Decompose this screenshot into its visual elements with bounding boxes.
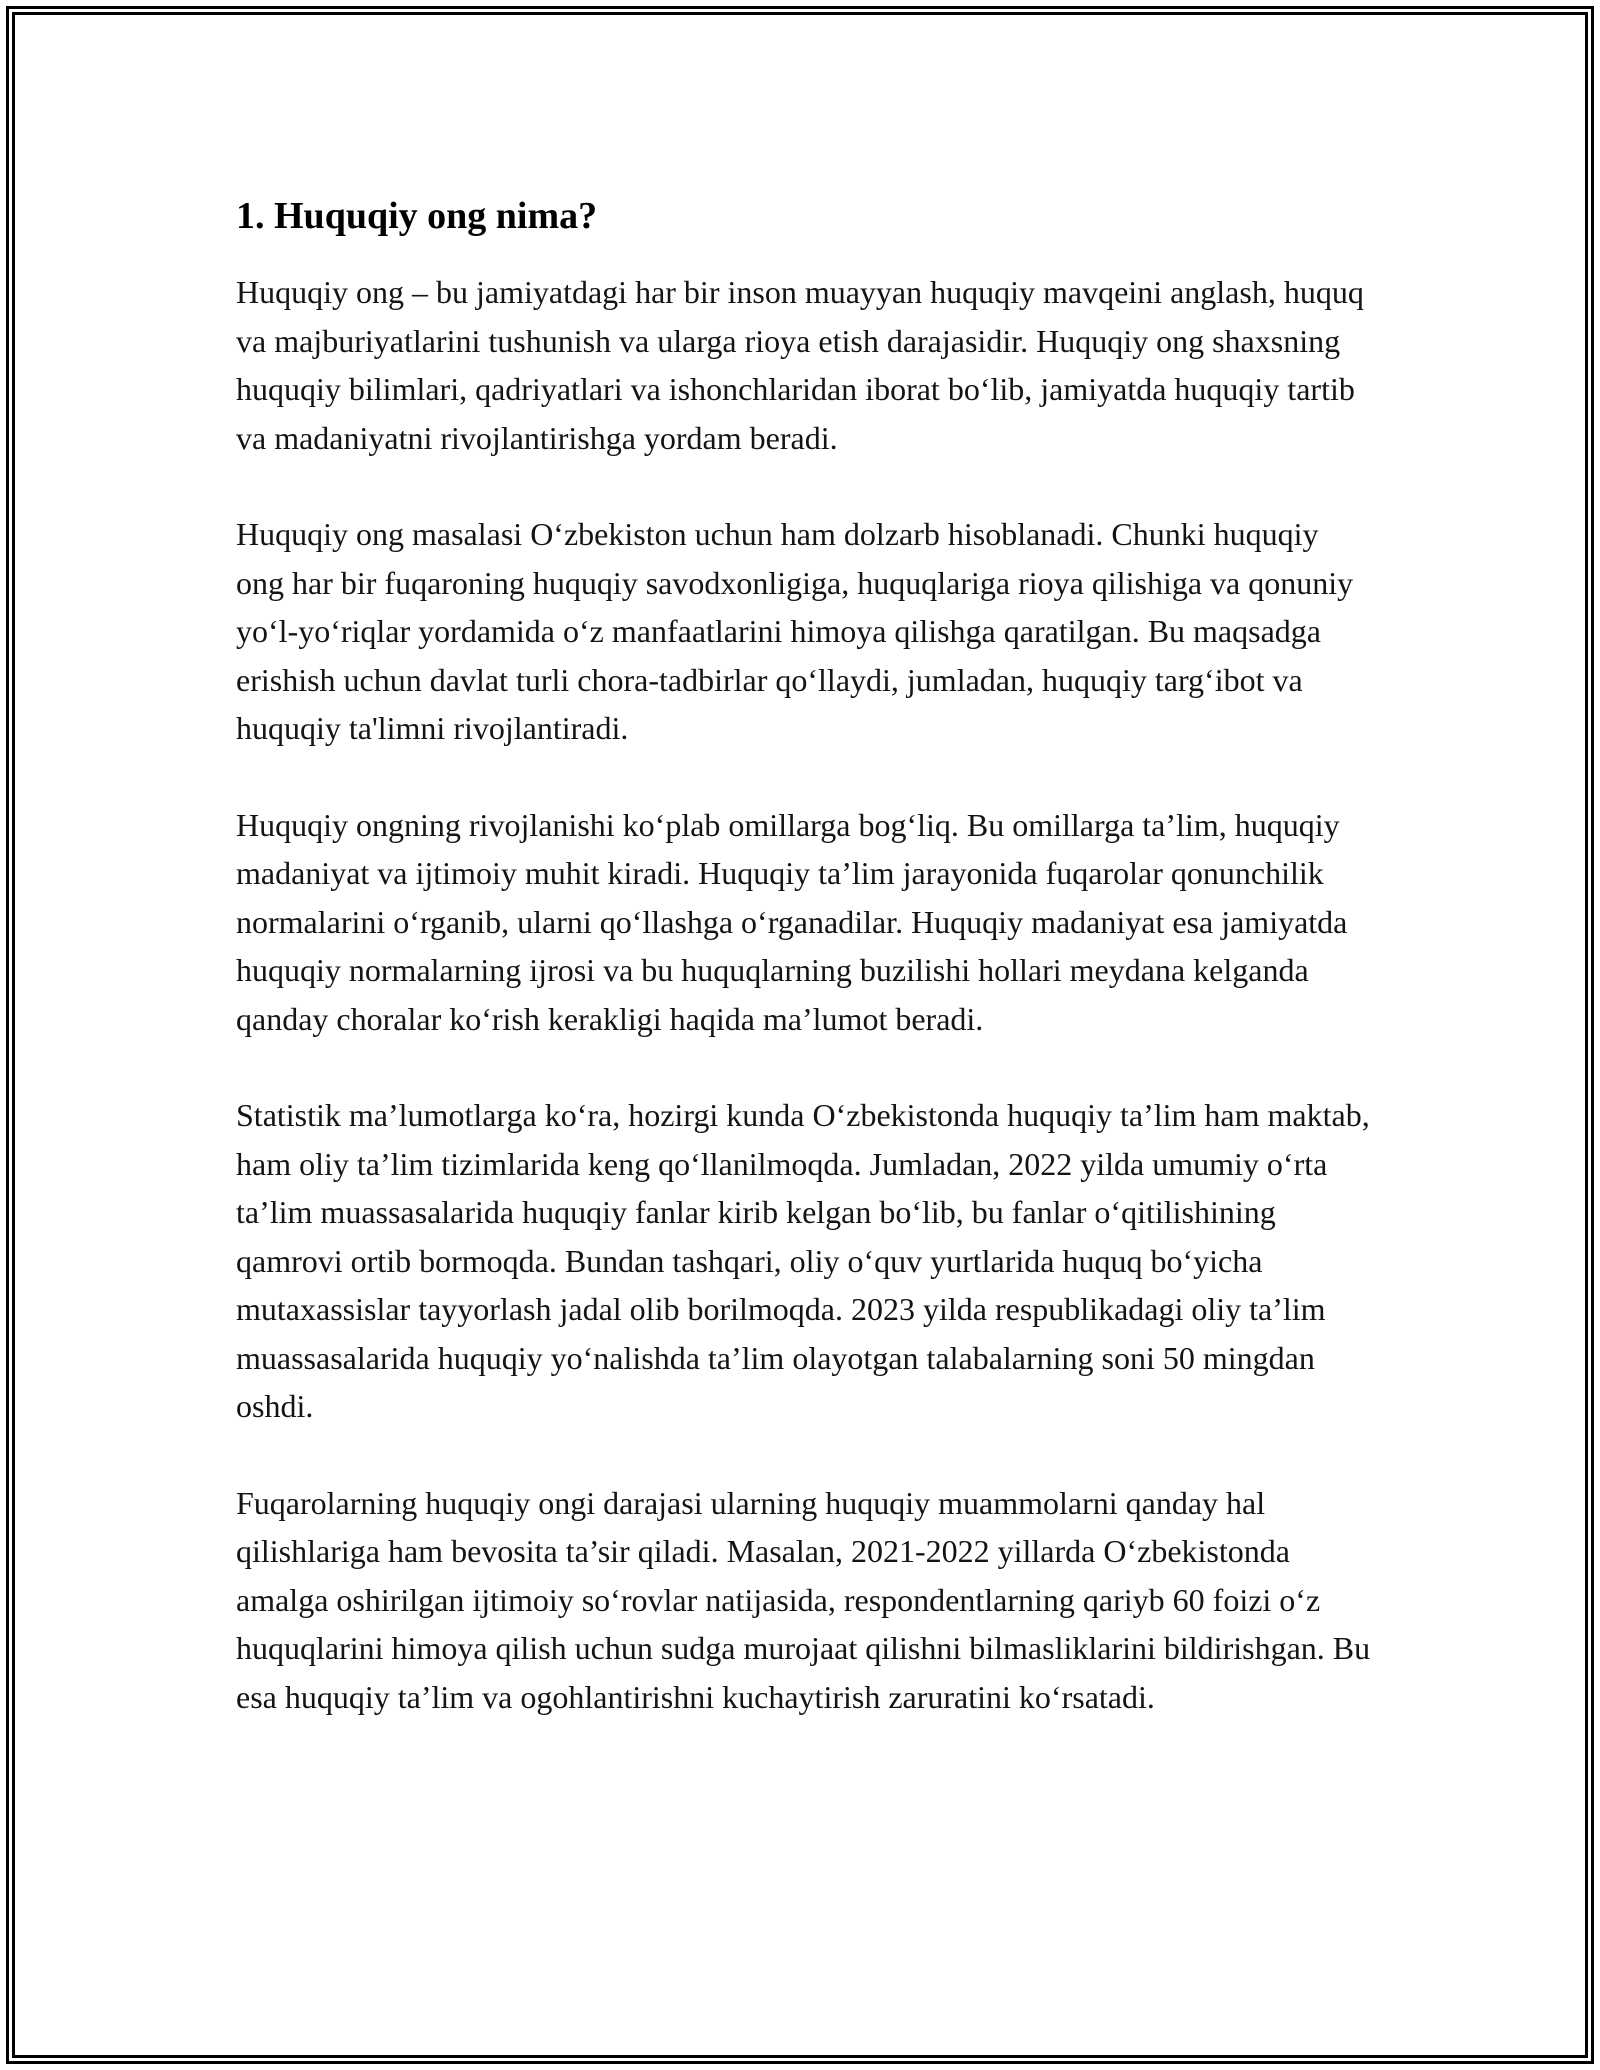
paragraph-statistics: Statistik ma’lumotlarga ko‘ra, hozirgi kunda O‘zbekistonda huquqiy ta’lim ham maktab, ham oliy ta’lim tizimlarida keng qo‘llanilmoqda. Jumladan, 2022 yilda umumiy o‘rta ta’lim muassasalarida huquqiy fanlar kirib kelgan bo‘lib, bu fanlar o‘qitilishining qamrovi ortib bormoqda. Bundan tashqari, oliy o‘quv yurtlarida huquq bo‘yicha mutaxassislar tayyorlash jadal olib borilmoqda. 2023 yilda respublikadagi oliy ta’lim muassasalarida huquqiy yo‘nalishda ta’lim olayotgan talabalarning soni 50 mingdan oshdi.: [236, 1097, 1370, 1424]
paragraph-relevance: Huquqiy ong masalasi O‘zbekiston uchun ham dolzarb hisoblanadi. Chunki huquqiy ong har bir fuqaroning huquqiy savodxonligiga, huquqlariga rioya qilishiga va qonuniy yo‘l-yo‘riqlar yordamida o‘z manfaatlarini himoya qilishga qaratilgan. Bu maqsadga erishish uchun davlat turli chora-tadbirlar qo‘llaydi, jumladan, huquqiy targ‘ibot va huquqiy ta'limni rivojlantiradi.: [236, 516, 1354, 746]
paragraph-factors: Huquqiy ongning rivojlanishi ko‘plab omillarga bog‘liq. Bu omillarga ta’lim, huquqiy madaniyat va ijtimoiy muhit kiradi. Huquqiy ta’lim jarayonida fuqarolar qonunchilik normalarini o‘rganib, ularni qo‘llashga o‘rganadilar. Huquqiy madaniyat esa jamiyatda huquqiy normalarning ijrosi va bu huquqlarning buzilishi hollari meydana kelganda qanday choralar ko‘rish kerakligi haqida ma’lumot beradi.: [236, 806, 1348, 1037]
paragraph-survey: Fuqarolarning huquqiy ongi darajasi ularning huquqiy muammolarni qanday hal qilishlariga ham bevosita ta’sir qiladi. Masalan, 2021-2022 yillarda O‘zbekistonda amalga oshirilgan ijtimoiy so‘rovlar natijasida, respondentlarning qariyb 60 foizi o‘z huquqlarini himoya qilish uchun sudga murojaat qilishni bilmasliklarini bildirishgan. Bu esa huquqiy ta’lim va ogohlantirishni kuchaytirish zaruratini ko‘rsatadi.: [236, 1484, 1371, 1715]
document-body: [236, 188, 1371, 1769]
paragraph-definition: Huquqiy ong – bu jamiyatdagi har bir inson muayyan huquqiy mavqeini anglash, huquq va majburiyatlarini tushunish va ularga rioya etish darajasidir. Huquqiy ong shaxsning huquqiy bilimlari, qadriyatlari va ishonchlaridan iborat bo‘lib, jamiyatda huquqiy tartib va madaniyatni rivojlantirishga yordam beradi.: [236, 274, 1364, 456]
section-heading: 1. Huquqiy ong nima?: [236, 195, 598, 237]
